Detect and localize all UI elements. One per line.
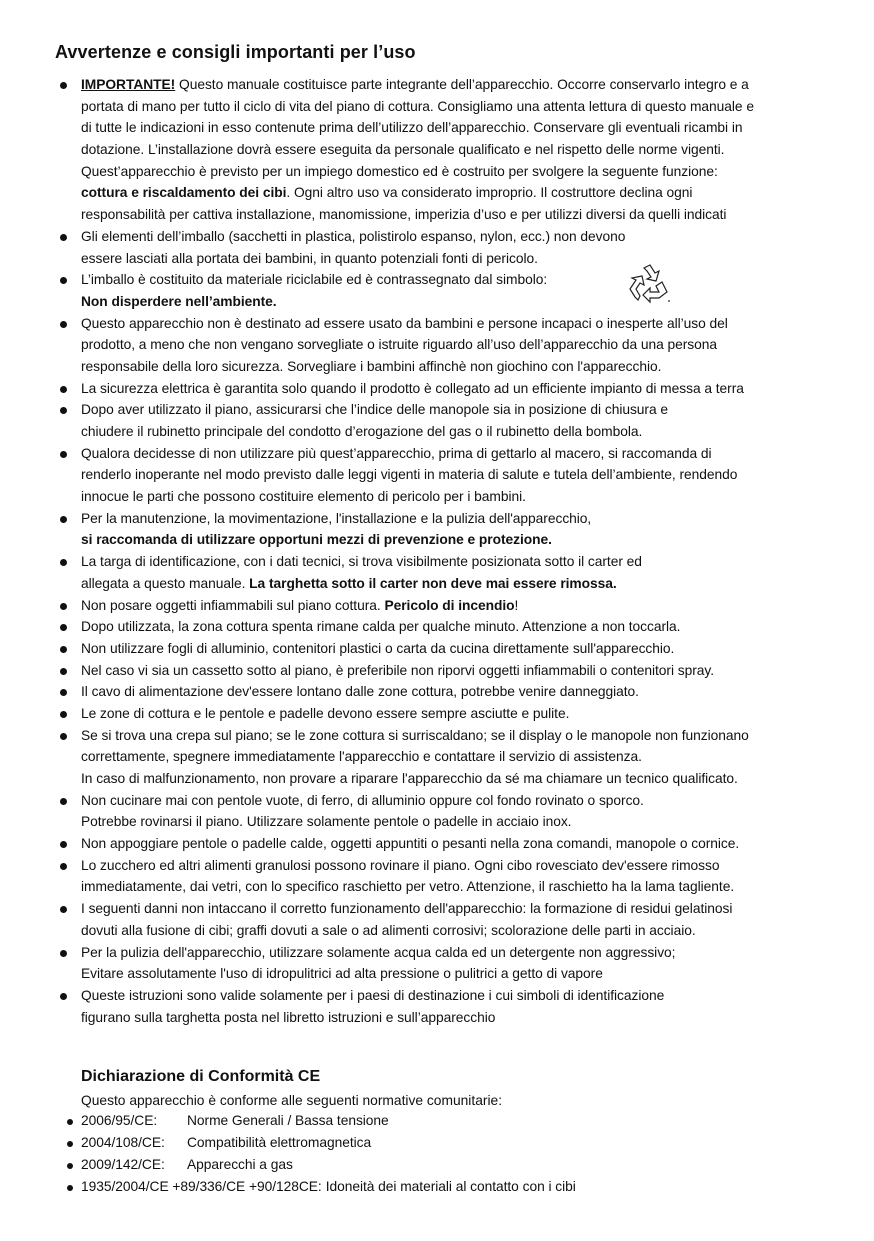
warning-item xyxy=(56,551,816,594)
bullet-icon xyxy=(60,82,67,89)
bullet-icon xyxy=(60,950,67,957)
warning-text: Quest’apparecchio è previsto per un impiego domestico ed è costruito per svolgere la seguente funzione: xyxy=(81,163,718,179)
ce-directive-item xyxy=(56,1132,756,1154)
warning-line xyxy=(81,529,816,551)
warning-text: responsabilità per cattiva installazione, manomissione, imperizia d’uso e per utilizzi diversi da quelli indicati xyxy=(81,207,727,223)
warning-line xyxy=(81,551,816,573)
bullet-icon xyxy=(60,624,67,631)
bullet-icon xyxy=(67,1185,73,1191)
warning-text: chiudere il rubinetto principale del condotto d’erogazione del gas o il rubinetto della bombola. xyxy=(81,424,643,439)
bullet-icon xyxy=(60,841,67,848)
warning-line xyxy=(81,725,816,747)
warning-line xyxy=(81,182,816,204)
warning-line xyxy=(81,898,816,920)
warning-text: responsabile della loro sicurezza. Sorvegliare i bambini affinchè non giochino con l'apparecchio. xyxy=(81,358,662,374)
warning-text: La targhetta sotto il carter non deve mai essere rimossa. xyxy=(249,575,617,591)
bullet-icon xyxy=(60,321,67,328)
ce-declaration-intro: Questo apparecchio è conforme alle seguenti normative comunitarie: xyxy=(81,1093,503,1108)
warning-line xyxy=(81,74,816,96)
warning-text: innocue le parti che possono costituire elemento di pericolo per i bambini. xyxy=(81,489,526,505)
warning-line xyxy=(81,1007,816,1029)
ce-directive-code: 2009/142/CE: xyxy=(81,1157,165,1172)
warning-text: Evitare assolutamente l'uso di idropulitrici ad alta pressione o pulitrici a getto di vapore xyxy=(81,966,603,982)
warning-text: . Ogni altro uso va considerato improprio. Il costruttore declina ogni xyxy=(286,185,693,201)
warning-text: Non disperdere nell’ambiente. xyxy=(81,293,277,309)
warning-line xyxy=(81,508,816,530)
warning-text: dotazione. L’installazione dovrà essere eseguita da personale qualificato e nel rispetto delle norme vigenti. xyxy=(81,142,725,158)
warning-item xyxy=(56,681,816,703)
warning-item xyxy=(56,790,816,833)
warning-text: si raccomanda di utilizzare opportuni mezzi di prevenzione e protezione. xyxy=(81,532,552,548)
warning-item xyxy=(56,898,816,941)
ce-directive-item xyxy=(56,1110,756,1132)
bullet-icon xyxy=(60,516,67,523)
warning-item xyxy=(56,595,816,617)
warning-line xyxy=(81,746,816,768)
warning-item xyxy=(56,226,816,269)
warning-text: Questo manuale costituisce parte integrante dell’apparecchio. Occorre conservarlo integro e a xyxy=(175,77,749,92)
warning-text: ! xyxy=(514,597,519,613)
warning-line xyxy=(81,616,816,638)
bullet-icon xyxy=(60,906,67,913)
warning-text: Lo zucchero ed altri alimenti granulosi possono rovinare il piano. Ogni cibo rovesciato dev'essere rimosso xyxy=(81,857,720,873)
warning-line xyxy=(81,595,816,617)
warning-text: Non cucinare mai con pentole vuote, di ferro, di alluminio oppure col fondo rovinato o sporco. xyxy=(81,792,644,808)
warning-text: Non posare oggetti infiammabili sul piano cottura. xyxy=(81,597,385,613)
bullet-icon xyxy=(60,711,67,718)
ce-directive-description: Apparecchi a gas xyxy=(187,1157,293,1172)
warning-line xyxy=(81,681,816,703)
warning-text: cottura e riscaldamento dei cibi xyxy=(81,185,287,201)
warning-line xyxy=(81,573,816,595)
warning-text: In caso di malfunzionamento, non provare a riparare l'apparecchio da sé ma chiamare un tecnico qualificato. xyxy=(81,771,738,786)
warning-line xyxy=(81,248,816,270)
warning-item xyxy=(56,313,816,378)
warning-item xyxy=(56,638,816,660)
bullet-icon xyxy=(60,668,67,675)
warning-text: L’imballo è costituito da materiale riciclabile ed è contrassegnato dal simbolo: xyxy=(81,272,548,288)
warning-line xyxy=(81,269,816,291)
warning-item xyxy=(56,942,816,985)
ce-declaration-title: Dichiarazione di Conformità CE xyxy=(81,1068,321,1085)
warning-line xyxy=(81,920,816,942)
warning-text: La sicurezza elettrica è garantita solo quando il prodotto è collegato ad un efficiente impianto di messa a terra xyxy=(81,380,744,396)
ce-directive-code: 1935/2004/CE +89/336/CE +90/128CE: xyxy=(81,1179,322,1194)
bullet-icon xyxy=(60,798,67,805)
warning-line xyxy=(81,161,816,183)
warning-line xyxy=(81,833,816,855)
warning-text: IMPORTANTE! xyxy=(81,77,176,92)
bullet-icon xyxy=(60,646,67,653)
warning-text: Qualora decidesse di non utilizzare più quest’apparecchio, prima di gettarlo al macero, si raccomanda di xyxy=(81,445,712,461)
ce-directive-code: 2004/108/CE: xyxy=(81,1135,165,1150)
warning-line xyxy=(81,96,816,118)
warning-line xyxy=(81,464,816,486)
warning-line xyxy=(81,291,816,313)
warning-text: Per la pulizia dell'apparecchio, utilizzare solamente acqua calda ed un detergente non aggressivo; xyxy=(81,944,676,960)
warning-line xyxy=(81,117,816,139)
warning-line xyxy=(81,226,816,248)
bullet-icon xyxy=(67,1163,73,1169)
warning-text: prodotto, a meno che non vengano sorvegliate o istruite riguardo all’uso dell’apparecchio da una persona xyxy=(81,337,718,353)
warning-text: Dopo aver utilizzato il piano, assicurarsi che l’indice delle manopole sia in posizione di chiusura e xyxy=(81,402,669,418)
warning-line xyxy=(81,985,816,1007)
warning-line xyxy=(81,399,816,421)
ce-directive-item xyxy=(56,1154,756,1176)
bullet-icon xyxy=(60,407,67,414)
warning-item xyxy=(56,443,816,508)
warning-line xyxy=(81,660,816,682)
warning-item xyxy=(56,616,816,638)
warning-text: Il cavo di alimentazione dev'essere lontano dalle zone cottura, potrebbe venire danneggiato. xyxy=(81,684,639,700)
warning-text: Gli elementi dell’imballo (sacchetti in plastica, polistirolo espanso, nylon, ecc.) non devono xyxy=(81,228,626,244)
warning-text: renderlo inoperante nel modo previsto dalle leggi vigenti in materia di salute e tutela dell’ambiente, rendendo xyxy=(81,467,738,483)
warning-line xyxy=(81,638,816,660)
bullet-icon xyxy=(60,559,67,566)
warning-item xyxy=(56,985,816,1028)
warning-text: figurano sulla targhetta posta nel libretto istruzioni e sull’apparecchio xyxy=(81,1009,496,1025)
warning-line xyxy=(81,963,816,985)
bullet-icon xyxy=(60,277,67,284)
warning-item xyxy=(56,855,816,898)
warning-text: Se si trova una crepa sul piano; se le zone cottura si surriscaldano; se il display o le manopole non funzionano xyxy=(81,727,749,743)
bullet-icon xyxy=(60,863,67,870)
warning-line xyxy=(81,421,816,443)
bullet-icon xyxy=(60,451,67,458)
ce-directive-description: Compatibilità elettromagnetica xyxy=(187,1135,372,1150)
warning-text: Nel caso vi sia un cassetto sotto al piano, è preferibile non riporvi oggetti infiammabili o contenitori spray. xyxy=(81,662,715,678)
bullet-icon xyxy=(67,1119,73,1125)
warning-item xyxy=(56,703,816,725)
bullet-icon xyxy=(60,689,67,696)
warning-text: dovuti alla fusione di cibi; graffi dovuti a sale o ad alimenti corrosivi; scolorazione delle parti in acciaio. xyxy=(81,922,696,938)
warning-line xyxy=(81,703,816,725)
warning-text: immediatamente, dai vetri, con lo specifico raschietto per vetro. Attenzione, il raschietto ha la lama tagliente. xyxy=(81,879,735,895)
warning-text: correttamente, spegnere immediatamente l'apparecchio e contattare il servizio di assistenza. xyxy=(81,749,642,765)
page-title: Avvertenze e consigli importanti per l’uso xyxy=(55,42,416,62)
warning-text: Pericolo di incendio xyxy=(384,597,515,613)
ce-directive-item xyxy=(56,1176,756,1198)
warning-line xyxy=(81,486,816,508)
warning-text: Non appoggiare pentole o padelle calde, oggetti appuntiti o pesanti nella zona comandi, manopole o cornice. xyxy=(81,836,740,852)
bullet-icon xyxy=(60,733,67,740)
ce-directive-description: Norme Generali / Bassa tensione xyxy=(187,1113,389,1128)
warning-item xyxy=(56,74,816,226)
bullet-icon xyxy=(60,603,67,610)
recycle-icon xyxy=(626,262,672,304)
warning-item xyxy=(56,269,816,312)
warning-text: Non utilizzare fogli di alluminio, contenitori plastici o carta da cucina direttamente sull'apparecchio. xyxy=(81,640,675,656)
warning-line xyxy=(81,139,816,161)
warning-line xyxy=(81,204,816,226)
warning-line xyxy=(81,356,816,378)
warning-item xyxy=(56,399,816,442)
warning-line xyxy=(81,876,816,898)
warning-text: Per la manutenzione, la movimentazione, l'installazione e la pulizia dell'apparecchio, xyxy=(81,510,592,526)
bullet-icon xyxy=(60,234,67,241)
warning-text: Dopo utilizzata, la zona cottura spenta rimane calda per qualche minuto. Attenzione a non toccarla. xyxy=(81,619,681,635)
ce-directive-description: Idoneità dei materiali al contatto con i cibi xyxy=(325,1179,576,1194)
bullet-icon xyxy=(60,993,67,1000)
warning-line xyxy=(81,334,816,356)
warning-text: Queste istruzioni sono valide solamente per i paesi di destinazione i cui simboli di identificazione xyxy=(81,987,665,1003)
warning-text: Le zone di cottura e le pentole e padelle devono essere sempre asciutte e pulite. xyxy=(81,705,570,721)
warning-line xyxy=(81,768,816,790)
warning-item xyxy=(56,508,816,551)
warning-text: Potrebbe rovinarsi il piano. Utilizzare solamente pentole o padelle in acciaio inox. xyxy=(81,814,572,830)
ce-directives-list xyxy=(56,1110,756,1198)
warning-item xyxy=(56,378,816,400)
warning-item xyxy=(56,833,816,855)
bullet-icon xyxy=(67,1141,73,1147)
bullet-icon xyxy=(60,386,67,393)
warning-line xyxy=(81,313,816,335)
warning-line xyxy=(81,855,816,877)
warning-line xyxy=(81,443,816,465)
ce-directive-code: 2006/95/CE: xyxy=(81,1113,158,1128)
warning-line xyxy=(81,790,816,812)
warning-text: allegata a questo manuale. xyxy=(81,575,250,591)
warning-text: I seguenti danni non intaccano il corretto funzionamento dell'apparecchio: la formazione di residui gelatinosi xyxy=(81,901,733,917)
warning-item xyxy=(56,660,816,682)
warning-text: essere lasciati alla portata dei bambini, in quanto potenziali fonti di pericolo. xyxy=(81,250,538,266)
warning-text: Questo apparecchio non è destinato ad essere usato da bambini e persone incapaci o inesperte all’uso del xyxy=(81,315,728,331)
warning-line xyxy=(81,811,816,833)
warning-item xyxy=(56,725,816,790)
warning-line xyxy=(81,378,816,400)
warning-text: di tutte le indicazioni in esso contenute prima dell’utilizzo dell’apparecchio. Conservare gli eventuali ricambi in xyxy=(81,120,743,136)
warnings-list xyxy=(56,74,816,1028)
warning-text: La targa di identificazione, con i dati tecnici, si trova visibilmente posizionata sotto il carter ed xyxy=(81,554,642,570)
warning-text: portata di mano per tutto il ciclo di vita del piano di cottura. Consigliamo una attenta lettura di questo manuale e xyxy=(81,98,754,114)
warning-line xyxy=(81,942,816,964)
